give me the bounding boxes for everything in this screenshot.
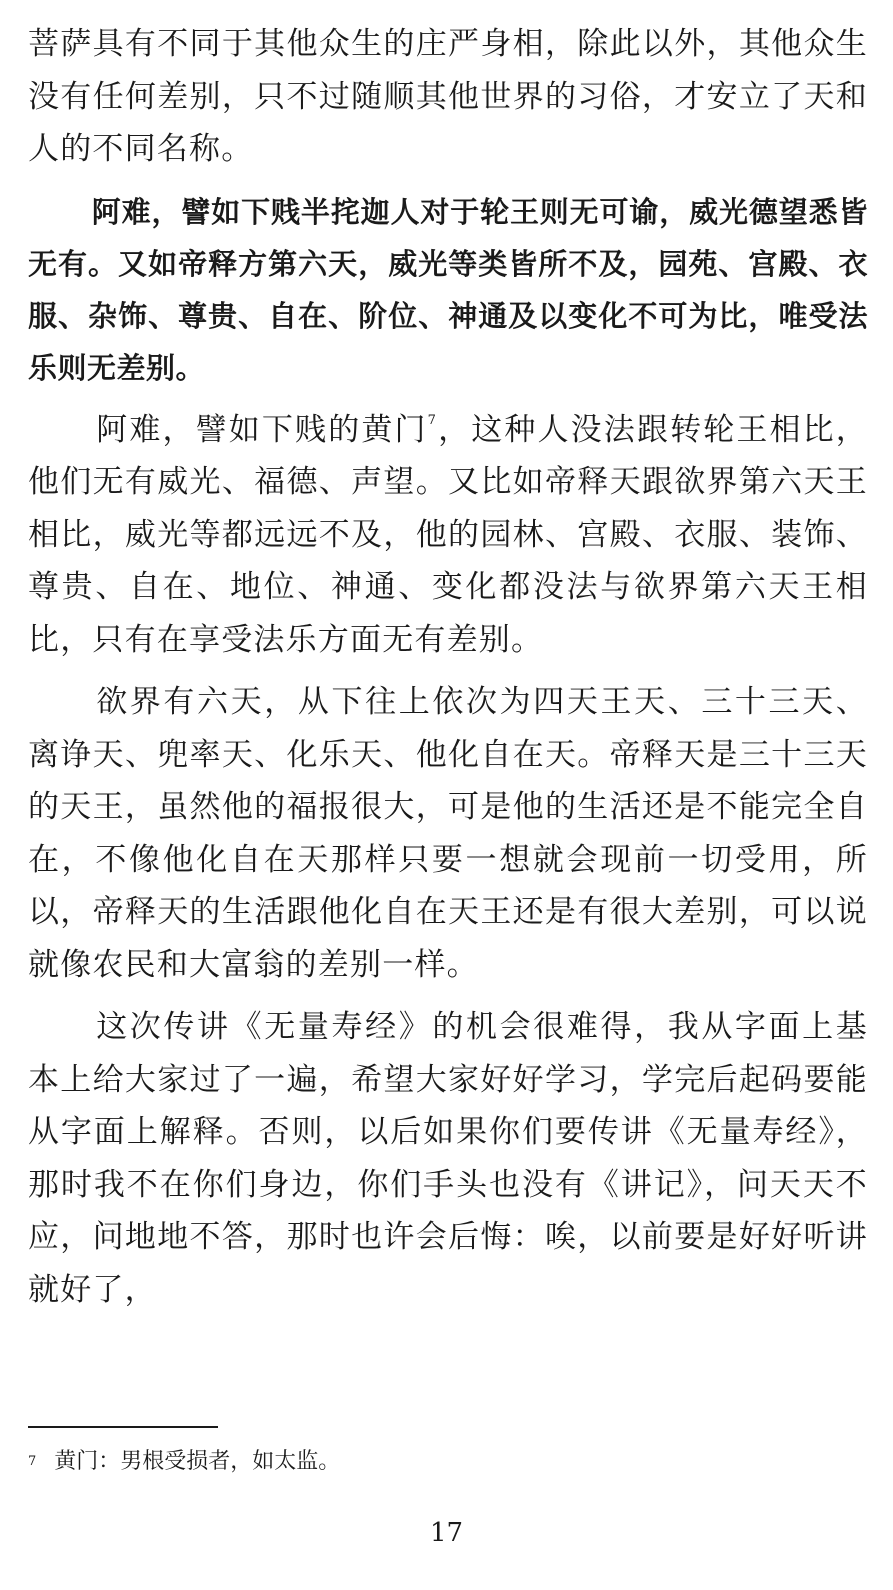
commentary-text-start: 阿难，譬如下贱的黄门	[96, 411, 428, 448]
footnote-divider	[28, 1426, 218, 1428]
page-body	[28, 18, 868, 1316]
paragraph-continued: 菩萨具有不同于其他众生的庄严身相，除此以外，其他众生没有任何差别，只不过随顺其他世界的习俗，才安立了天和人的不同名称。	[28, 26, 868, 167]
sutra-quote-paragraph: 阿难，譬如下贱半挓迦人对于轮王则无可谕，威光德望悉皆无有。又如帝释方第六天，威光等类皆所不及，园苑、宫殿、衣服、杂饰、尊贵、自在、阶位、神通及以变化不可为比，唯受法乐则无差别。	[28, 194, 868, 385]
footnote	[28, 1447, 340, 1477]
commentary-paragraph	[28, 404, 868, 667]
commentary-text-end: ，这种人没法跟转轮王相比，他们无有威光、福德、声望。又比如帝释天跟欲界第六天王相比，威光等都远远不及，他的园林、宫殿、衣服、装饰、尊贵、自在、地位、神通、变化都没法与欲界第六天王相比，只有在享受法乐方面无有差别。	[28, 411, 868, 658]
explanation-paragraph: 欲界有六天，从下往上依次为四天王天、三十三天、离诤天、兜率天、化乐天、他化自在天。帝释天是三十三天的天王，虽然他的福报很大，可是他的生活还是不能完全自在，不像他化自在天那样只要一想就会现前一切受用，所以，帝释天的生活跟他化自在天王还是有很大差别，可以说就像农民和大富翁的差别一样。	[28, 684, 868, 983]
page-number: 17	[429, 1518, 464, 1548]
footnote-reference[interactable]: 7	[427, 413, 438, 429]
closing-paragraph: 这次传讲《无量寿经》的机会很难得，我从字面上基本上给大家过了一遍，希望大家好好学习，学完后起码要能从字面上解释。否则，以后如果你们要传讲《无量寿经》，那时我不在你们身边，你们手头也没有《讲记》，问天天不应，问地地不答，那时也许会后悔：唉，以前要是好好听讲就好了，	[28, 1009, 868, 1308]
footnote-mark: 7	[28, 1454, 37, 1469]
footnote-text: 黄门：男根受损者，如太监。	[54, 1449, 341, 1474]
